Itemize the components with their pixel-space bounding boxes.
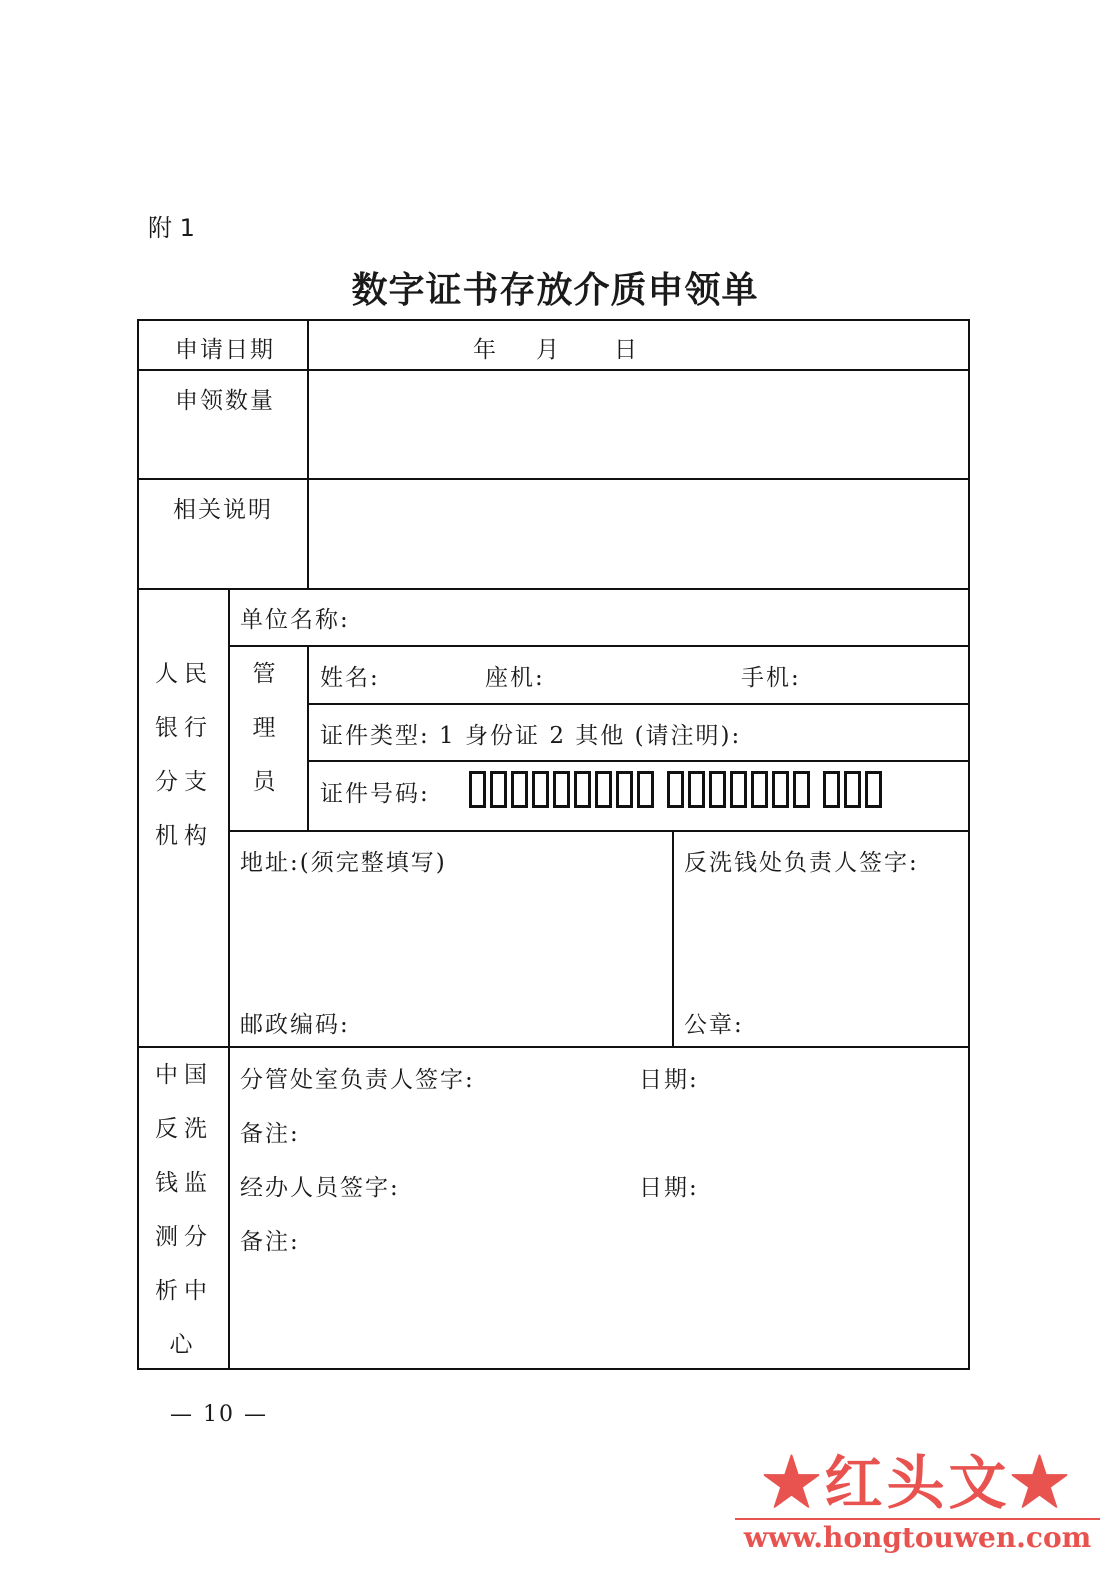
- name-label: 姓名:: [320, 665, 380, 691]
- date-label-1: 日期:: [639, 1067, 699, 1093]
- star-icon: ★: [762, 1449, 825, 1517]
- table-border-bottom: [137, 1368, 970, 1370]
- id-digit-box[interactable]: [511, 771, 528, 808]
- id-digit-box[interactable]: [751, 771, 768, 808]
- id-digit-box[interactable]: [490, 771, 507, 808]
- table-border-left: [137, 319, 139, 1370]
- postcode-label: 邮政编码:: [240, 1012, 350, 1038]
- watermark-url: www.hongtouwen.com: [735, 1518, 1100, 1556]
- application-form-table: [137, 319, 970, 1370]
- id-digit-box[interactable]: [637, 771, 654, 808]
- watermark-logo: [735, 1448, 1100, 1556]
- id-digit-box[interactable]: [469, 771, 486, 808]
- date-month-label: 月: [536, 337, 561, 363]
- admin-label: 管 理 员: [252, 661, 282, 795]
- table-border-top: [137, 319, 970, 321]
- id-digit-box[interactable]: [553, 771, 570, 808]
- row-divider: [137, 478, 970, 480]
- id-digit-box[interactable]: [823, 771, 840, 808]
- id-digit-box[interactable]: [574, 771, 591, 808]
- center-label: 中国 反洗 钱监 测分 析中 心: [155, 1062, 213, 1358]
- id-digit-box[interactable]: [730, 771, 747, 808]
- id-digit-box[interactable]: [709, 771, 726, 808]
- column-divider: [307, 645, 309, 830]
- remarks-label-2: 备注:: [240, 1229, 300, 1255]
- row-divider: [137, 369, 970, 371]
- notes-label: 相关说明: [173, 497, 273, 523]
- id-digit-box[interactable]: [772, 771, 789, 808]
- branch-label: 人民 银行 分支 机构: [155, 661, 213, 849]
- landline-label: 座机:: [485, 665, 545, 691]
- row-divider: [137, 588, 970, 590]
- row-divider: [137, 1046, 970, 1048]
- watermark-text: 红头文: [824, 1449, 1011, 1517]
- id-number-label: 证件号码:: [320, 781, 430, 807]
- row-divider: [307, 703, 970, 705]
- mobile-label: 手机:: [741, 665, 801, 691]
- id-number-boxes[interactable]: [469, 771, 886, 808]
- date-day-label: 日: [614, 337, 639, 363]
- id-digit-box[interactable]: [595, 771, 612, 808]
- unit-name-label: 单位名称:: [240, 607, 350, 633]
- id-digit-box[interactable]: [616, 771, 633, 808]
- id-type-label: 证件类型: 1 身份证 2 其他 (请注明):: [320, 723, 742, 749]
- row-divider: [229, 645, 970, 647]
- column-divider: [307, 319, 309, 588]
- dept-head-sign-label: 分管处室负责人签字:: [240, 1067, 475, 1093]
- row-divider: [307, 760, 970, 762]
- remarks-label-1: 备注:: [240, 1121, 300, 1147]
- apply-date-label: 申请日期: [175, 337, 275, 363]
- quantity-label: 申领数量: [175, 388, 275, 414]
- id-digit-box[interactable]: [667, 771, 684, 808]
- star-icon: ★: [1010, 1449, 1073, 1517]
- handler-sign-label: 经办人员签字:: [240, 1175, 400, 1201]
- id-digit-box[interactable]: [844, 771, 861, 808]
- date-year-label: 年: [473, 337, 498, 363]
- table-border-right: [968, 319, 970, 1370]
- annex-label: 附 1: [148, 214, 195, 242]
- aml-sign-label: 反洗钱处负责人签字:: [684, 850, 919, 876]
- form-title: 数字证书存放介质申领单: [351, 269, 759, 311]
- id-digit-box[interactable]: [865, 771, 882, 808]
- seal-label: 公章:: [684, 1012, 744, 1038]
- page-number: — 10 —: [170, 1402, 268, 1427]
- date-label-2: 日期:: [639, 1175, 699, 1201]
- address-label: 地址:(须完整填写): [240, 850, 447, 876]
- row-divider: [229, 830, 970, 832]
- id-digit-box[interactable]: [793, 771, 810, 808]
- column-divider: [672, 830, 674, 1046]
- column-divider: [228, 588, 230, 1369]
- id-digit-box[interactable]: [532, 771, 549, 808]
- id-digit-box[interactable]: [688, 771, 705, 808]
